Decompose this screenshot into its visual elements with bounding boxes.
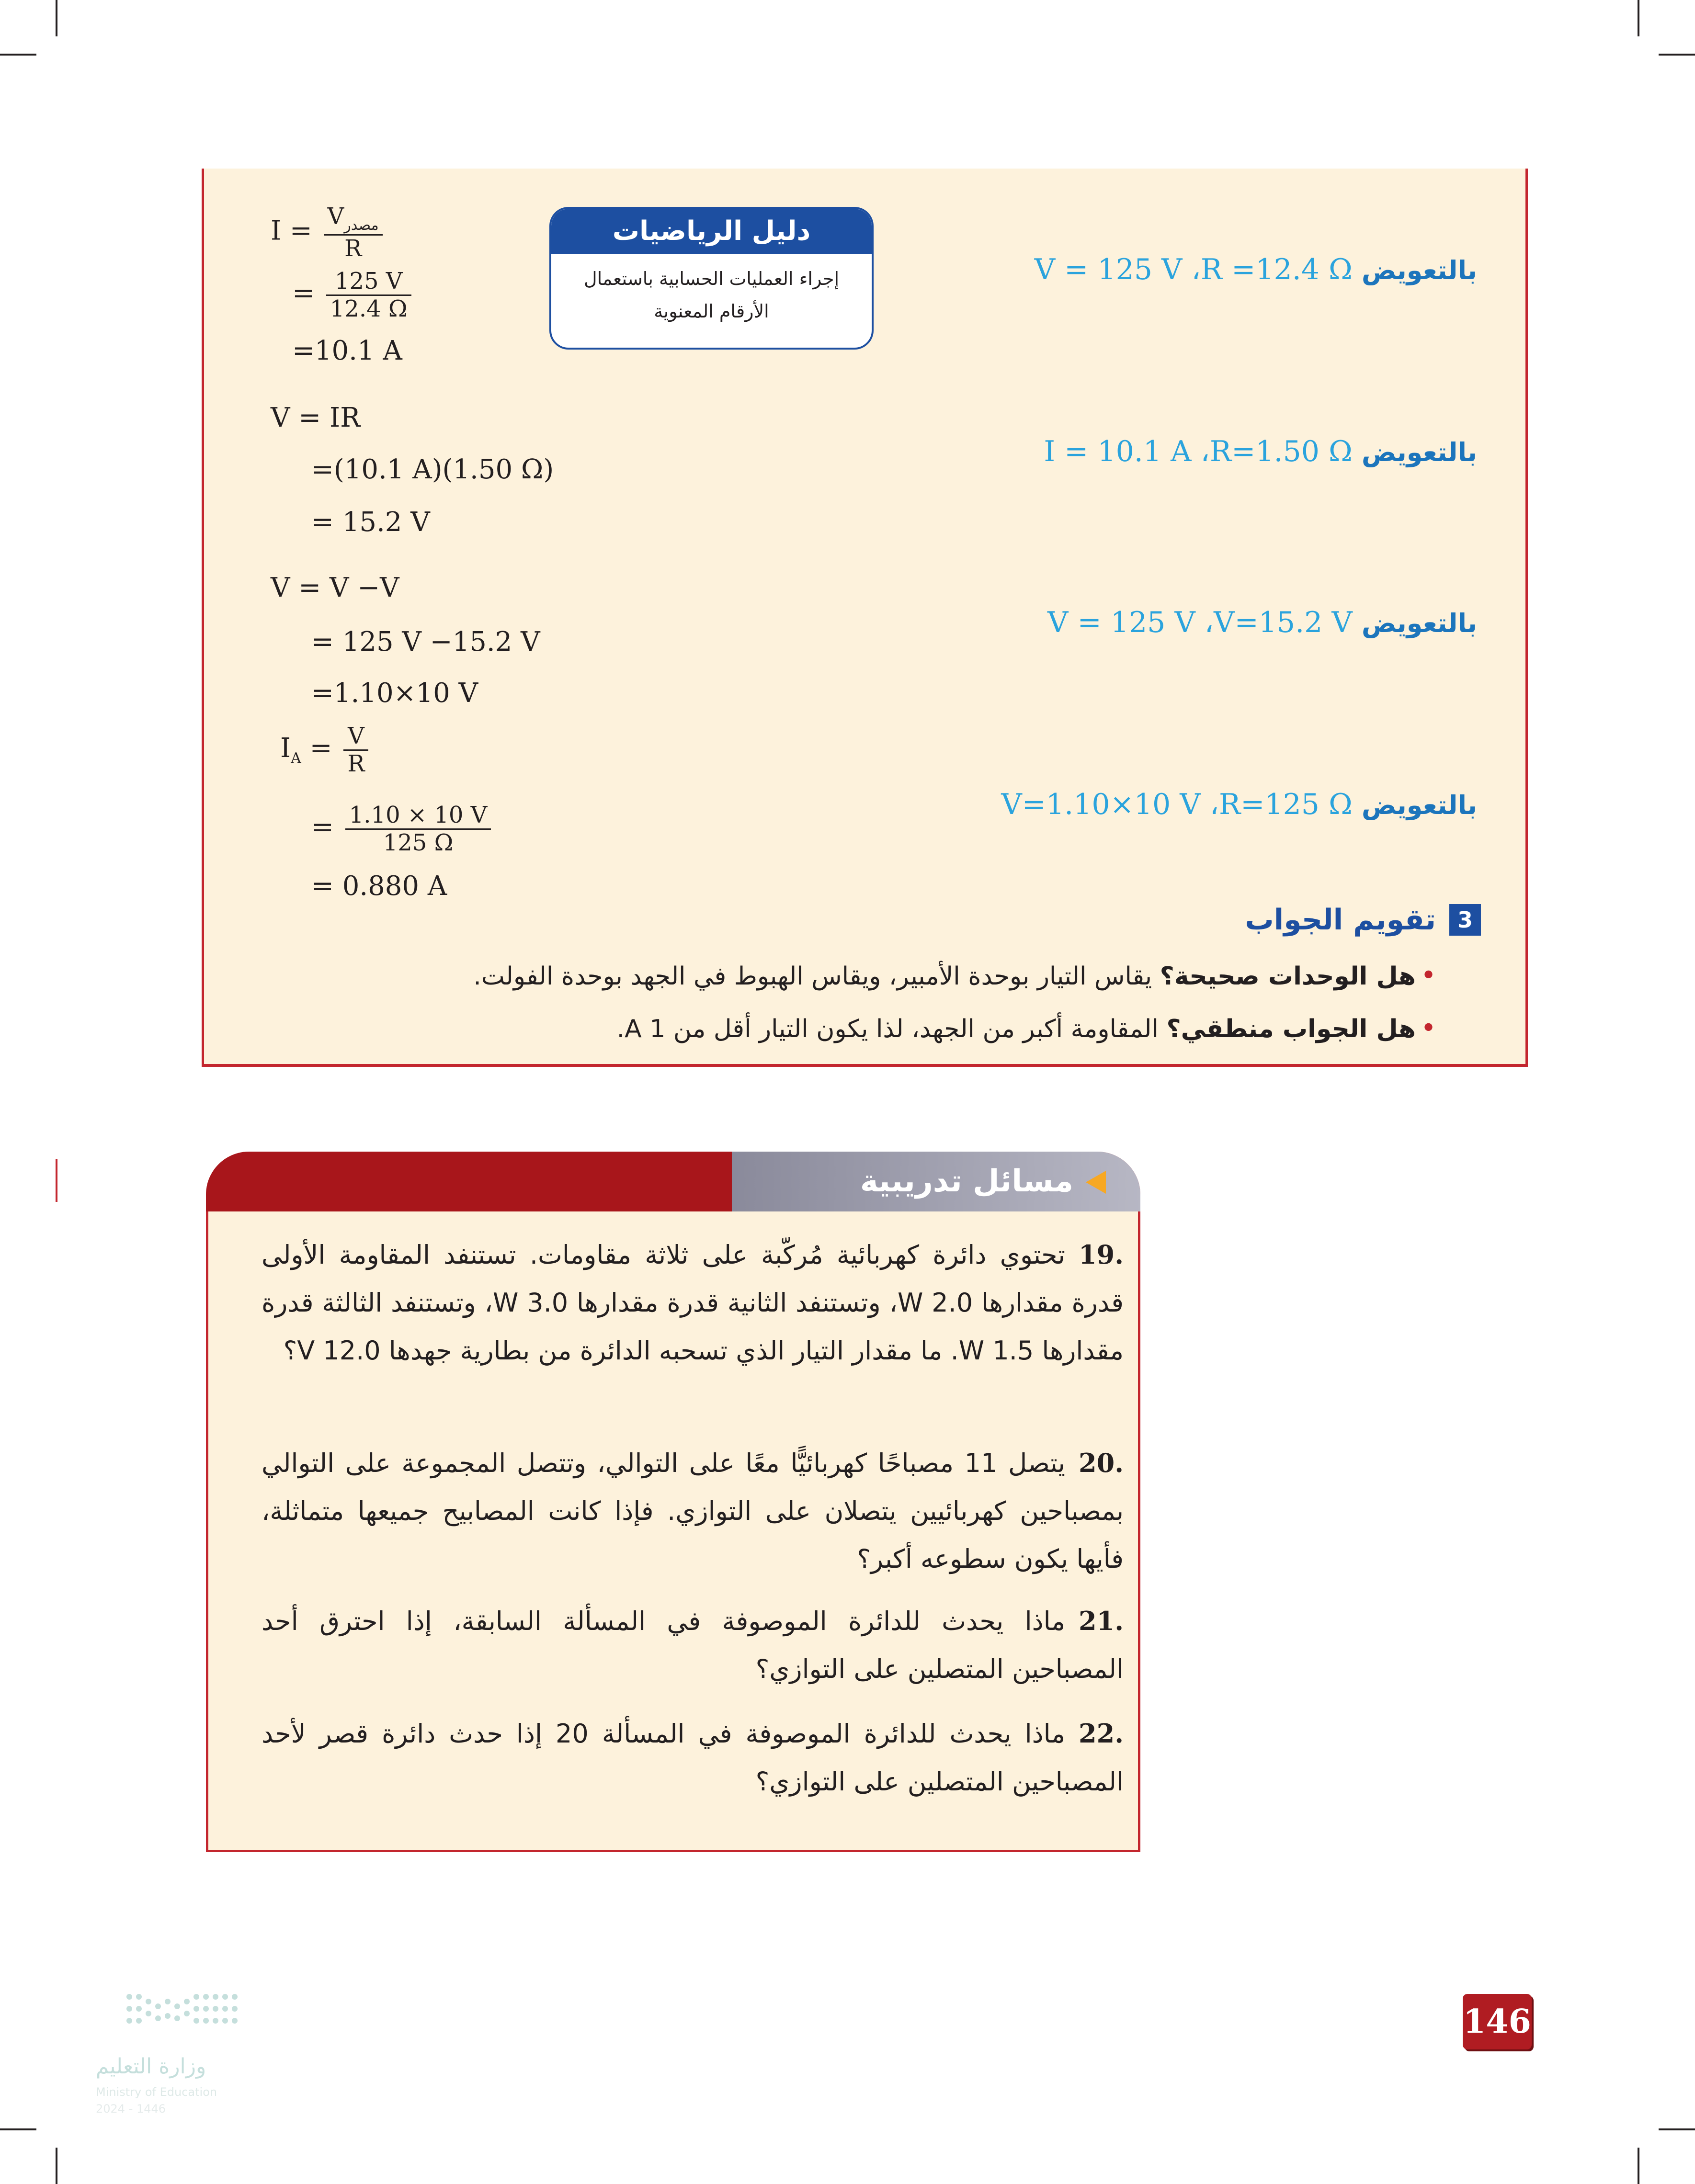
problem-20: .20يتصل 11 مصباحًا كهربائيًّا معًا على التوالي، وتتصل المجموعة على التوالي بمصباحين كهربائيين يتصلان على التوازي. فإذا كانت المصابيح جميعها متماثلة، فأيها يكون سطوعه أكبر؟ bbox=[262, 1448, 1124, 1574]
equation-ia: $I_A$ = $\frac{V}{R}$ bbox=[280, 723, 371, 777]
crop-mark bbox=[1638, 2148, 1639, 2184]
equation-current-result: =10.1 A bbox=[292, 335, 402, 366]
bullet-icon: • bbox=[1420, 1013, 1436, 1044]
assess-answer-title: تقويم الجواب bbox=[1245, 903, 1436, 937]
ministry-logo bbox=[86, 1982, 316, 2126]
fraction-v-over-r: $\frac{V_{مصدر}}{R}$ bbox=[324, 204, 383, 262]
crop-mark bbox=[0, 2128, 36, 2130]
substitution-3: بالتعويض V = 125 V ،V=15.2 V bbox=[1047, 606, 1477, 639]
substitution-2: بالتعويض I = 10.1 A ،R=1.50 Ω bbox=[1044, 435, 1477, 468]
fraction-ia-values: $\frac{1.10 \times 10 V}{125 \Omega}$ bbox=[345, 802, 491, 856]
equation-va: V = V −V bbox=[271, 572, 399, 603]
margin-mark bbox=[56, 1159, 57, 1202]
ministry-name-english: Ministry of Education bbox=[96, 2085, 217, 2099]
math-guide-line-2: الأرقام المعنوية bbox=[654, 301, 769, 322]
equation-vc-result: = 15.2 V bbox=[311, 507, 430, 538]
bullet-icon: • bbox=[1420, 960, 1436, 991]
crop-mark bbox=[0, 54, 36, 56]
problem-22: .22ماذا يحدث للدائرة الموصوفة في المسألة 20 إذا حدث دائرة قصر لأحد المصباحين المتصلين على التوازي؟ bbox=[262, 1718, 1124, 1797]
equation-va-result: =1.10×10 V bbox=[311, 678, 478, 709]
fraction-values: $\frac{125 V}{12.4 \Omega}$ bbox=[326, 268, 411, 322]
math-guide-title: دليل الرياضيات bbox=[551, 209, 872, 254]
crop-mark bbox=[1659, 2128, 1695, 2130]
equation-ia-substituted: = $\frac{1.10 \times 10 V}{125 \Omega}$ bbox=[311, 802, 494, 856]
assessment-logic-check: •هل الجواب منطقي؟ المقاومة أكبر من الجهد، لذا يكون التيار أقل من 1 A. bbox=[616, 1013, 1436, 1044]
ministry-name-arabic: وزارة التعليم bbox=[96, 2054, 206, 2079]
math-guide-line-1: إجراء العمليات الحسابية باستعمال bbox=[583, 268, 840, 289]
eq-lhs: I bbox=[271, 215, 282, 247]
dots-logo-icon bbox=[86, 1982, 249, 2049]
crop-mark bbox=[1659, 54, 1695, 56]
equation-va-substituted: = 125 V −15.2 V bbox=[311, 626, 540, 657]
substitution-1: بالتعويض V = 125 V ،R =12.4 Ω bbox=[1034, 253, 1477, 286]
triangle-arrow-icon bbox=[1086, 1171, 1106, 1194]
problem-21: .21ماذا يحدث للدائرة الموصوفة في المسألة السابقة، إذا احترق أحد المصباحين المتصلين على التوازي؟ bbox=[262, 1606, 1124, 1684]
equation-current-substituted: = $\frac{125 V}{12.4 \Omega}$ bbox=[292, 268, 414, 322]
problem-19: .19تحتوي دائرة كهربائية مُركّبة على ثلاثة مقاومات. تستنفد المقاومة الأولى قدرة مقدارها 2.0 W، وتستنفد الثانية قدرة مقدارها 3.0 W، وتستنفد الثالثة قدرة مقدارها 1.5 W. ما مقدار التيار الذي تسحبه الدائرة من بطارية جهدها 12.0 V؟ bbox=[262, 1239, 1124, 1366]
equation-ia-result: = 0.880 A bbox=[311, 871, 447, 902]
crop-mark bbox=[56, 2148, 57, 2184]
practice-problems-header bbox=[206, 1152, 1140, 1211]
math-guide-body bbox=[551, 254, 872, 336]
assess-answer-heading bbox=[1245, 903, 1481, 937]
math-guide-box bbox=[549, 207, 874, 350]
substitution-4: بالتعويض V=1.10×10 V ،R=125 Ω bbox=[1001, 788, 1477, 821]
assessment-units-check: •هل الوحدات صحيحة؟ يقاس التيار بوحدة الأمبير، ويقاس الهبوط في الجهد بوحدة الفولت. bbox=[473, 960, 1436, 991]
crop-mark bbox=[56, 0, 57, 36]
fraction-va-over-ra: $\frac{V}{R}$ bbox=[343, 723, 368, 777]
page-number: 146 bbox=[1463, 1994, 1532, 2049]
step-number-badge: 3 bbox=[1449, 904, 1481, 936]
equation-vc-substituted: =(10.1 A)(1.50 Ω) bbox=[311, 454, 554, 485]
crop-mark bbox=[1638, 0, 1639, 36]
equation-current: I = $\frac{V_{مصدر}}{R}$ bbox=[271, 204, 386, 262]
practice-problems-title: مسائل تدريبية bbox=[860, 1164, 1073, 1199]
ministry-year: 2024 - 1446 bbox=[96, 2102, 166, 2116]
equation-vc: V = IR bbox=[271, 402, 361, 433]
